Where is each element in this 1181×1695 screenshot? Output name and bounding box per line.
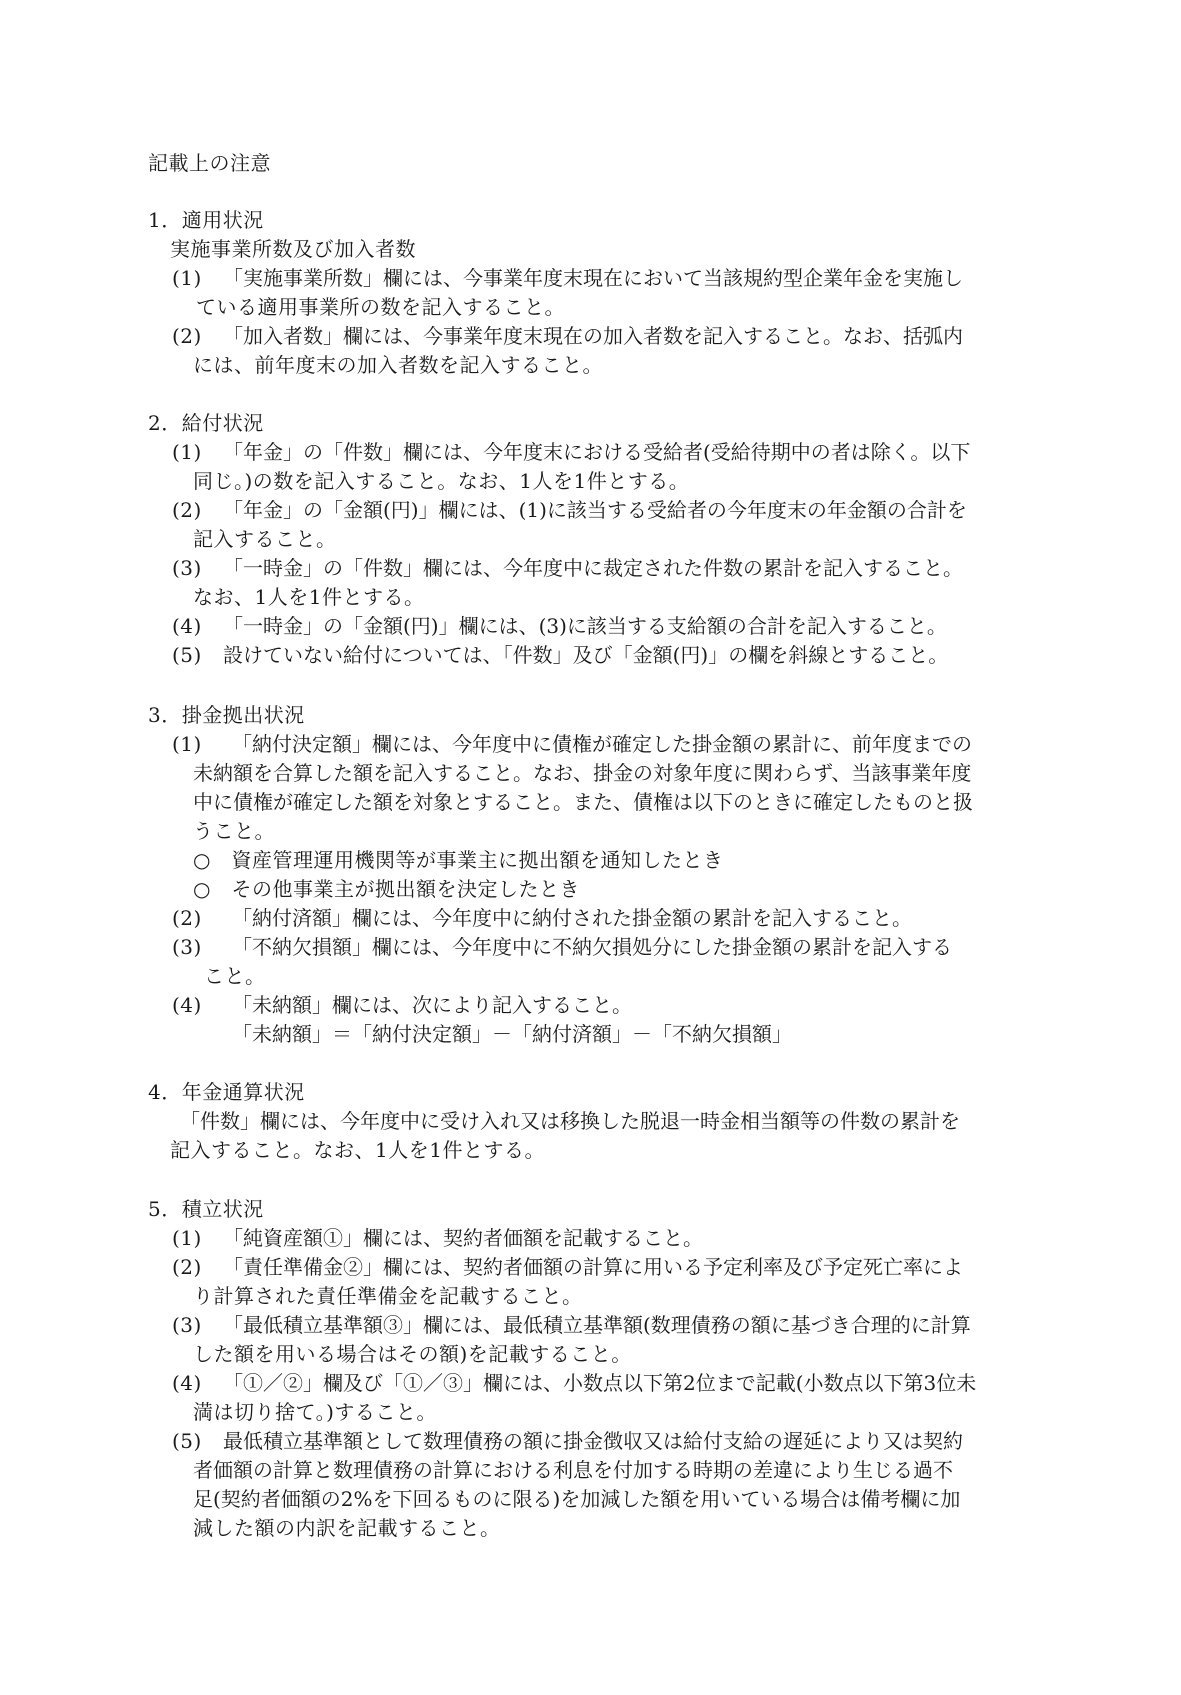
section-2-title: 2．給付状況 [148,411,264,435]
s3-item-1-text-cont-2: 中に債権が確定した額を対象とすること。また、債権は以下のときに確定したものと扱 [193,790,973,814]
s5-item-5-text-cont-1: 者価額の計算と数理債務の計算における利息を付加する時期の差違により生じる過不 [193,1458,953,1482]
s3-item-1-text: 「納付決定額」欄には、今年度中に債権が確定した掛金額の累計に、前年度までの [232,732,972,756]
s3-item-4-formula: 「未納額」＝「納付決定額」－「納付済額」－「不納欠損額」 [232,1022,792,1046]
s2-item-3-text-cont: なお、1人を1件とする。 [193,585,425,609]
s4-text-cont: 記入すること。なお、1人を1件とする。 [170,1138,545,1162]
s5-item-4-number: (4) [172,1371,202,1395]
s5-item-5-text-cont-3: 減した額の内訳を記載すること。 [193,1516,501,1540]
s5-item-5-text: 最低積立基準額として数理債務の額に掛金徴収又は給付支給の遅延により又は契約 [223,1429,963,1453]
s1-item-2-text-cont: には、前年度末の加入者数を記入すること。 [193,353,603,377]
s1-item-1-text-cont: ている適用事業所の数を記入すること。 [196,295,565,319]
s4-text: 「件数」欄には、今年度中に受け入れ又は移換した脱退一時金相当額等の件数の累計を [180,1109,960,1133]
section-4-title: 4．年金通算状況 [148,1080,305,1104]
s2-item-1-number: (1) [172,440,202,464]
s5-item-1-text: 「純資産額①」欄には、契約者価額を記載すること。 [223,1226,703,1250]
s3-item-3-number: (3) [172,935,202,959]
s5-item-3-text: 「最低積立基準額③」欄には、最低積立基準額(数理債務の額に基づき合理的に計算 [223,1313,971,1337]
s2-item-3-text: 「一時金」の「件数」欄には、今年度中に裁定された件数の累計を記入すること。 [223,556,963,580]
section-3-title: 3．掛金拠出状況 [148,703,305,727]
s5-item-2-number: (2) [172,1255,202,1279]
s5-item-4-text: 「①／②」欄及び「①／③」欄には、小数点以下第2位まで記載(小数点以下第3位未 [223,1371,977,1395]
s2-item-5-text: 設けていない給付については、「件数」及び「金額(円)」の欄を斜線とすること。 [223,643,949,667]
s3-item-1-number: (1) [172,732,202,756]
s3-bullet-2: ○ その他事業主が拠出額を決定したとき [193,877,580,901]
s5-item-5-text-cont-2: 足(契約者価額の2%を下回るものに限る)を加減した額を用いている場合は備考欄に加 [193,1487,961,1511]
s5-item-4-text-cont: 満は切り捨て。)すること。 [193,1400,437,1424]
s3-item-4-text: 「未納額」欄には、次により記入すること。 [232,993,632,1017]
s3-item-1-text-cont-1: 未納額を合算した額を記入すること。なお、掛金の対象年度に関わらず、当該事業年度 [193,761,972,785]
s1-item-1-text: 「実施事業所数」欄には、今事業年度末現在において当該規約型企業年金を実施し [223,266,963,290]
s3-item-1-text-cont-3: うこと。 [193,819,275,843]
s2-item-1-text: 「年金」の「件数」欄には、今年度末における受給者(受給待期中の者は除く。以下 [223,440,971,464]
s1-item-2-text: 「加入者数」欄には、今事業年度末現在の加入者数を記入すること。なお、括弧内 [223,324,963,348]
s2-item-2-number: (2) [172,498,202,522]
s3-item-3-text-cont: こと。 [204,964,266,988]
s5-item-5-number: (5) [172,1429,202,1453]
s2-item-2-text: 「年金」の「金額(円)」欄には、(1)に該当する受給者の今年度末の年金額の合計を [223,498,967,522]
s3-item-3-text: 「不納欠損額」欄には、今年度中に不納欠損処分にした掛金額の累計を記入する [232,935,952,959]
s3-bullet-1: ○ 資産管理運用機関等が事業主に拠出額を通知したとき [193,848,724,872]
s2-item-4-text: 「一時金」の「金額(円)」欄には、(3)に該当する支給額の合計を記入すること。 [223,614,947,638]
s3-item-4-number: (4) [172,993,202,1017]
s2-item-2-text-cont: 記入すること。 [193,527,337,551]
s2-item-4-number: (4) [172,614,202,638]
s1-item-1-number: (1) [172,266,202,290]
s3-item-2-text: 「納付済額」欄には、今年度中に納付された掛金額の累計を記入すること。 [232,906,912,930]
page-heading: 記載上の注意 [148,151,271,175]
section-1-subtitle: 実施事業所数及び加入者数 [170,237,416,261]
s5-item-3-number: (3) [172,1313,202,1337]
s5-item-2-text: 「責任準備金②」欄には、契約者価額の計算に用いる予定利率及び予定死亡率によ [223,1255,963,1279]
s1-item-2-number: (2) [172,324,202,348]
s2-item-1-text-cont: 同じ。)の数を記入すること。なお、1人を1件とする。 [193,469,690,493]
s2-item-5-number: (5) [172,643,202,667]
section-1-title: 1．適用状況 [148,208,264,232]
s5-item-3-text-cont: した額を用いる場合はその額)を記載すること。 [193,1342,632,1366]
s2-item-3-number: (3) [172,556,202,580]
s5-item-2-text-cont: り計算された責任準備金を記載すること。 [193,1284,583,1308]
s5-item-1-number: (1) [172,1226,202,1250]
s3-item-2-number: (2) [172,906,202,930]
section-5-title: 5．積立状況 [148,1197,264,1221]
